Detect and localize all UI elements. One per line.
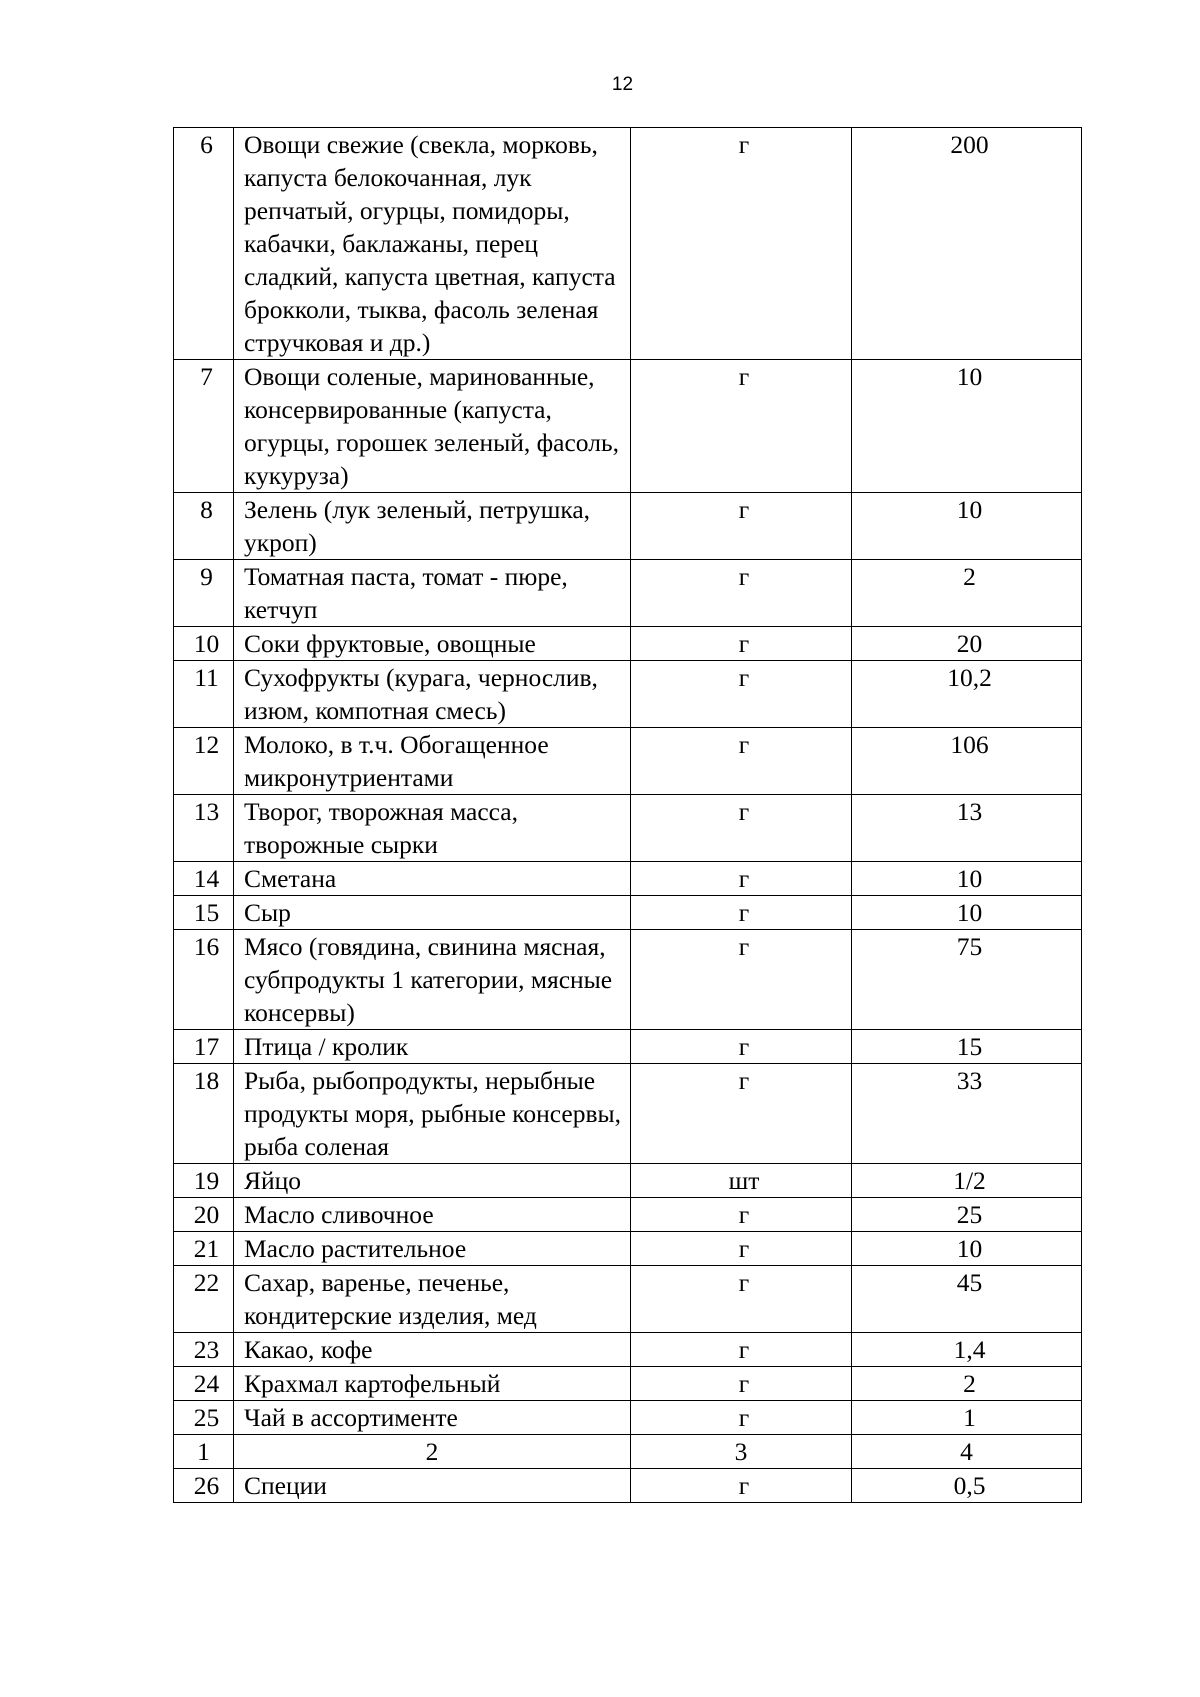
product-name: Мясо (говядина, свинина мясная, субпродукты 1 категории, мясные консервы) <box>234 930 631 1030</box>
unit: г <box>631 896 852 930</box>
amount: 20 <box>852 627 1082 661</box>
unit: г <box>631 1198 852 1232</box>
unit: г <box>631 795 852 862</box>
product-name: Крахмал картофельный <box>234 1367 631 1401</box>
unit: г <box>631 1064 852 1164</box>
row-number: 10 <box>174 627 234 661</box>
unit: г <box>631 1030 852 1064</box>
table-row <box>174 1064 1082 1164</box>
table-row <box>174 1232 1082 1266</box>
amount: 10,2 <box>852 661 1082 728</box>
row-number: 22 <box>174 1266 234 1333</box>
table-row <box>174 896 1082 930</box>
table-row <box>174 360 1082 493</box>
unit: г <box>631 128 852 360</box>
row-number: 24 <box>174 1367 234 1401</box>
column-number-3: 3 <box>631 1435 852 1469</box>
table-row <box>174 862 1082 896</box>
product-name: Сметана <box>234 862 631 896</box>
row-number: 8 <box>174 493 234 560</box>
row-number: 20 <box>174 1198 234 1232</box>
unit: г <box>631 1333 852 1367</box>
table-row <box>174 493 1082 560</box>
table-row <box>174 560 1082 627</box>
table-row <box>174 1367 1082 1401</box>
row-number: 9 <box>174 560 234 627</box>
amount: 45 <box>852 1266 1082 1333</box>
product-name: Сахар, варенье, печенье, кондитерские изделия, мед <box>234 1266 631 1333</box>
amount: 10 <box>852 896 1082 930</box>
table-row <box>174 1401 1082 1435</box>
row-number: 21 <box>174 1232 234 1266</box>
row-number: 19 <box>174 1164 234 1198</box>
amount: 75 <box>852 930 1082 1030</box>
product-name: Масло сливочное <box>234 1198 631 1232</box>
column-number-4: 4 <box>852 1435 1082 1469</box>
row-number: 12 <box>174 728 234 795</box>
table-row <box>174 627 1082 661</box>
product-name: Специи <box>234 1469 631 1503</box>
amount: 1 <box>852 1401 1082 1435</box>
product-name: Молоко, в т.ч. Обогащенное микронутриентами <box>234 728 631 795</box>
product-name: Сухофрукты (курага, чернослив, изюм, компотная смесь) <box>234 661 631 728</box>
table-row <box>174 795 1082 862</box>
amount: 106 <box>852 728 1082 795</box>
product-name: Яйцо <box>234 1164 631 1198</box>
product-name: Зелень (лук зеленый, петрушка, укроп) <box>234 493 631 560</box>
ration-table <box>173 127 1082 1503</box>
table-row <box>174 1266 1082 1333</box>
product-name: Какао, кофе <box>234 1333 631 1367</box>
unit: г <box>631 1367 852 1401</box>
row-number: 23 <box>174 1333 234 1367</box>
unit: г <box>631 560 852 627</box>
table-row <box>174 1469 1082 1503</box>
amount: 1,4 <box>852 1333 1082 1367</box>
table-row <box>174 661 1082 728</box>
amount: 10 <box>852 1232 1082 1266</box>
row-number: 25 <box>174 1401 234 1435</box>
amount: 10 <box>852 360 1082 493</box>
product-name: Овощи соленые, маринованные, консервированные (капуста, огурцы, горошек зеленый, фасоль, кукуруза) <box>234 360 631 493</box>
table-row <box>174 728 1082 795</box>
amount: 13 <box>852 795 1082 862</box>
unit: г <box>631 1232 852 1266</box>
unit: г <box>631 1469 852 1503</box>
amount: 0,5 <box>852 1469 1082 1503</box>
unit: г <box>631 1401 852 1435</box>
amount: 10 <box>852 862 1082 896</box>
row-number: 14 <box>174 862 234 896</box>
unit: г <box>631 627 852 661</box>
product-name: Масло растительное <box>234 1232 631 1266</box>
row-number: 17 <box>174 1030 234 1064</box>
row-number: 16 <box>174 930 234 1030</box>
row-number: 13 <box>174 795 234 862</box>
unit: г <box>631 661 852 728</box>
unit: г <box>631 728 852 795</box>
unit: шт <box>631 1164 852 1198</box>
product-name: Птица / кролик <box>234 1030 631 1064</box>
row-number: 7 <box>174 360 234 493</box>
table-row <box>174 930 1082 1030</box>
table-row <box>174 128 1082 360</box>
amount: 33 <box>852 1064 1082 1164</box>
unit: г <box>631 493 852 560</box>
row-number: 26 <box>174 1469 234 1503</box>
amount: 1/2 <box>852 1164 1082 1198</box>
product-name: Овощи свежие (свекла, морковь, капуста белокочанная, лук репчатый, огурцы, помидоры, кабачки, баклажаны, перец сладкий, капуста цветная, капуста брокколи, тыква, фасоль зеленая стручковая и др.) <box>234 128 631 360</box>
unit: г <box>631 360 852 493</box>
amount: 25 <box>852 1198 1082 1232</box>
column-number-2: 2 <box>234 1435 631 1469</box>
table-row <box>174 1198 1082 1232</box>
product-name: Томатная паста, томат - пюре, кетчуп <box>234 560 631 627</box>
column-number-row <box>174 1435 1082 1469</box>
product-name: Сыр <box>234 896 631 930</box>
row-number: 18 <box>174 1064 234 1164</box>
table-row <box>174 1333 1082 1367</box>
product-name: Соки фруктовые, овощные <box>234 627 631 661</box>
page-number: 12 <box>611 74 634 95</box>
unit: г <box>631 930 852 1030</box>
unit: г <box>631 862 852 896</box>
product-name: Рыба, рыбопродукты, нерыбные продукты моря, рыбные консервы, рыба соленая <box>234 1064 631 1164</box>
table-row <box>174 1030 1082 1064</box>
amount: 10 <box>852 493 1082 560</box>
row-number: 11 <box>174 661 234 728</box>
product-name: Творог, творожная масса, творожные сырки <box>234 795 631 862</box>
amount: 2 <box>852 560 1082 627</box>
amount: 15 <box>852 1030 1082 1064</box>
row-number: 6 <box>174 128 234 360</box>
product-name: Чай в ассортименте <box>234 1401 631 1435</box>
unit: г <box>631 1266 852 1333</box>
amount: 200 <box>852 128 1082 360</box>
row-number: 15 <box>174 896 234 930</box>
amount: 2 <box>852 1367 1082 1401</box>
table-row <box>174 1164 1082 1198</box>
column-number-1: 1 <box>174 1435 234 1469</box>
